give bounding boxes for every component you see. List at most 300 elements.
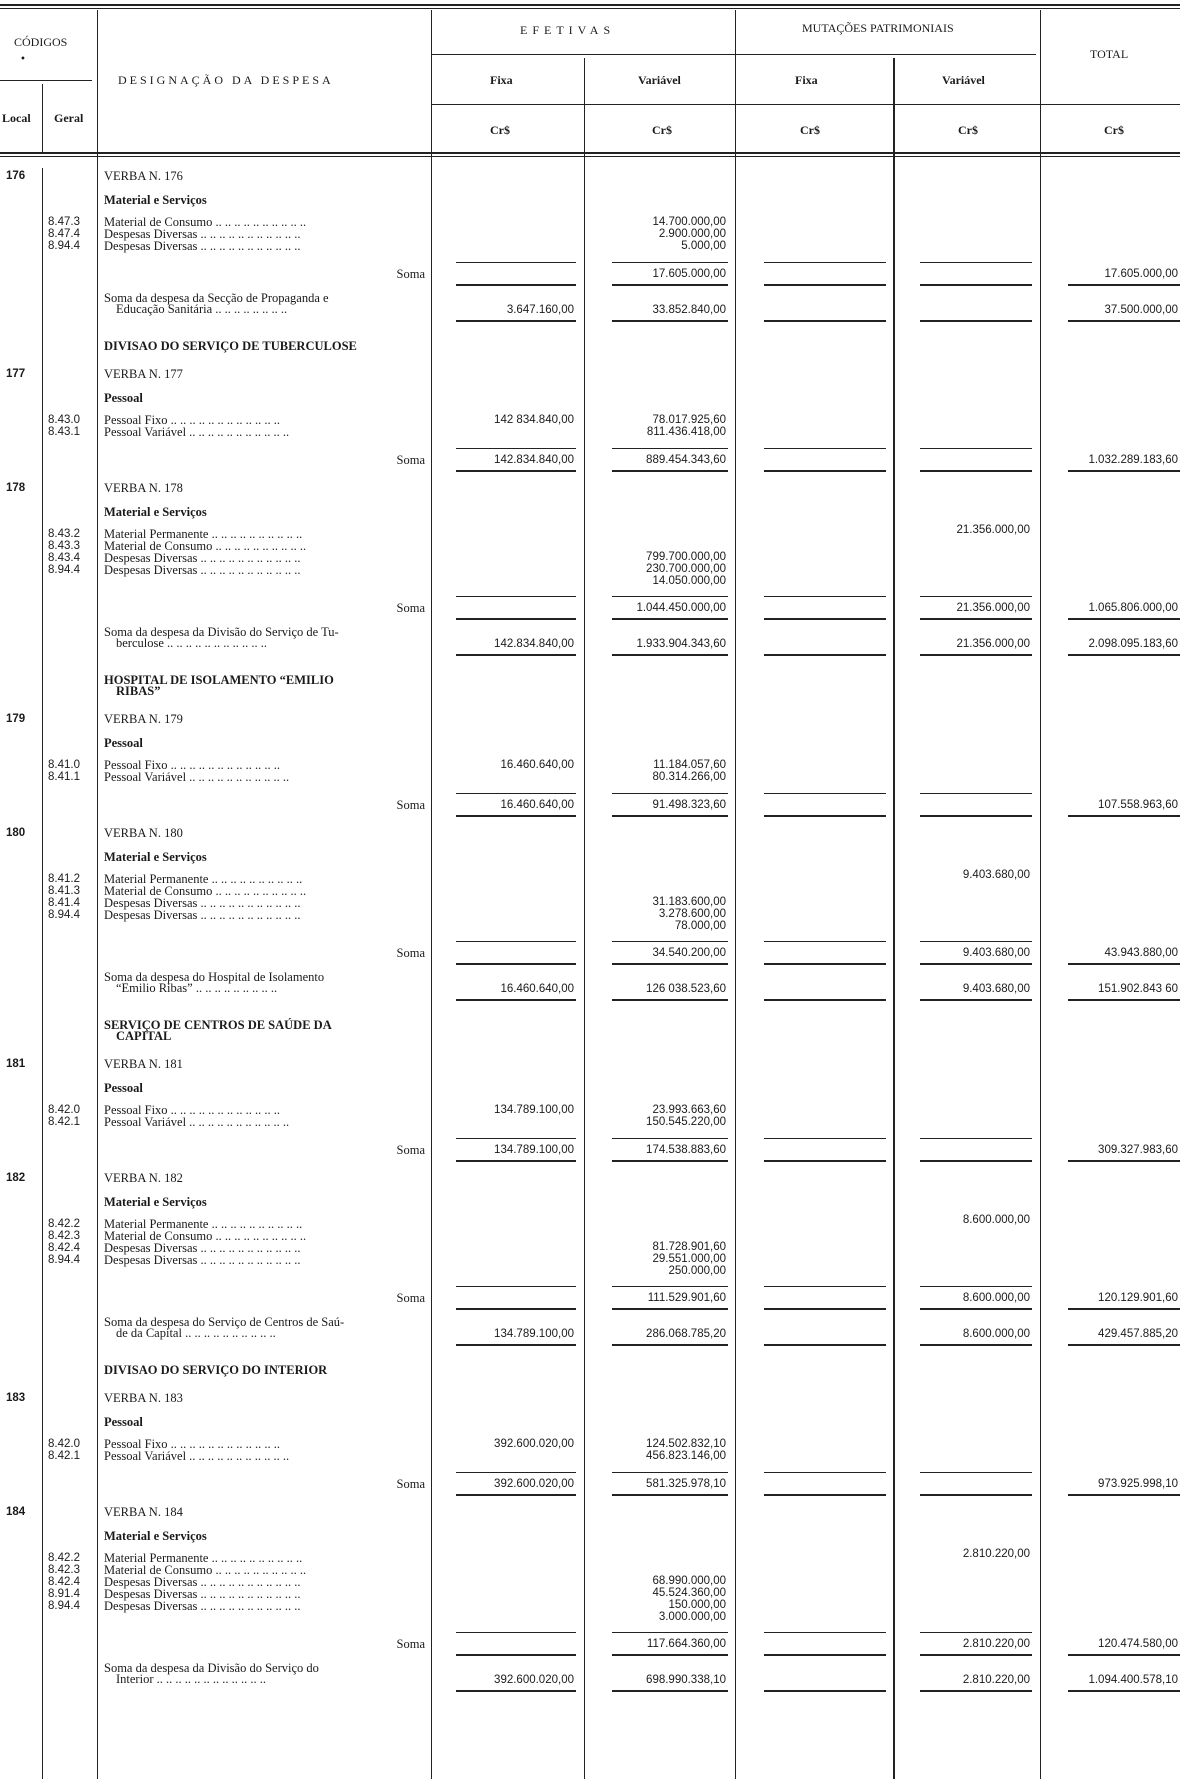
total-soma: 973.925.998,10 [1098, 1478, 1178, 1490]
section-title-cont: RIBAS” [116, 684, 161, 698]
soma-label: Soma [396, 1477, 425, 1491]
total-label: Soma da despesa do Hospital de Isolamento [104, 970, 325, 984]
geral-code: 8.42.0 [48, 1438, 80, 1450]
total-label: Soma da despesa da Secção de Propaganda e [104, 291, 329, 305]
item-label: Despesas Diversas .. .. .. .. .. .. .. .. .. .. .. [104, 239, 301, 253]
ef-var-value: 11.184.057,60 [653, 759, 726, 771]
total-soma: 1.032.289.183,60 [1088, 454, 1178, 466]
local-code: 181 [6, 1058, 26, 1070]
item-label: Material de Consumo .. .. .. .. .. .. .. .. .. .. [104, 539, 307, 553]
ef-var-soma: 1.044.450.000,00 [636, 602, 726, 614]
ef-var-value: 81.728.901,60 [652, 1241, 726, 1253]
total-rule-bottom [920, 320, 1032, 322]
header-currency-3: Cr$ [800, 123, 820, 137]
verba-title: VERBA N. 178 [104, 481, 183, 495]
ef-var-soma: 111.529.901,60 [647, 1292, 726, 1304]
ef-var-value: 124.502.832,10 [646, 1438, 726, 1450]
mut-var-value: 2.810.220,00 [962, 1548, 1030, 1560]
total-label-cont: de da Capital .. .. .. .. .. .. .. .. .. .. [116, 1326, 276, 1340]
soma-rule-bottom [920, 470, 1032, 472]
soma-rule-top [920, 262, 1032, 263]
soma-rule-bottom [920, 618, 1032, 620]
total-rule-bottom [764, 320, 886, 322]
geral-code: 8.94.4 [48, 240, 80, 252]
soma-rule-bottom [920, 815, 1032, 817]
ef-var-value: 3.000.000,00 [658, 1611, 726, 1623]
soma-rule-bottom [764, 1654, 886, 1656]
soma-rule-bottom [764, 1308, 886, 1310]
ef-var-total: 1.933.904.343,60 [636, 638, 726, 650]
item-label: Pessoal Variável .. .. .. .. .. .. .. .. .. .. .. [104, 425, 290, 439]
ef-fixa-value: 16.460.640,00 [500, 759, 574, 771]
ef-fixa-total: 142.834.840,00 [494, 638, 574, 650]
soma-rule-bottom [1068, 963, 1180, 965]
geral-code: 8.43.1 [48, 426, 80, 438]
soma-rule-top [920, 1286, 1032, 1287]
soma-rule-bottom [456, 1494, 576, 1496]
soma-rule-bottom [612, 963, 728, 965]
section-title: HOSPITAL DE ISOLAMENTO “EMILIO [104, 673, 334, 687]
ef-var-value: 811.436.418,00 [646, 426, 726, 438]
ef-fixa-value: 142 834.840,00 [494, 414, 574, 426]
ef-fixa-soma: 142.834.840,00 [494, 454, 574, 466]
ef-var-value: 45.524.360,00 [652, 1587, 726, 1599]
item-label: Despesas Diversas .. .. .. .. .. .. .. .. .. .. .. [104, 1587, 301, 1601]
total-rule-bottom [612, 320, 728, 322]
soma-rule-bottom [1068, 1494, 1180, 1496]
geral-code: 8.41.1 [48, 771, 80, 783]
soma-rule-top [612, 1286, 728, 1287]
header-codigos: CÓDIGOS [14, 35, 68, 49]
geral-code: 8.43.3 [48, 540, 80, 552]
verba-title: VERBA N. 181 [104, 1057, 183, 1071]
ef-var-soma: 889.454.343,60 [646, 454, 726, 466]
soma-rule-top [456, 1138, 576, 1139]
soma-rule-bottom [920, 963, 1032, 965]
header-currency-2: Cr$ [652, 123, 672, 137]
soma-rule-bottom [920, 1160, 1032, 1162]
soma-rule-top [764, 1472, 886, 1473]
header-ef-variavel: Variável [638, 73, 681, 87]
total-rule-bottom [456, 1690, 576, 1692]
total-soma: 309.327.983,60 [1098, 1144, 1178, 1156]
total-rule-bottom [764, 999, 886, 1001]
ef-var-value: 31.183.600,00 [652, 896, 726, 908]
header-efetivas: EFETIVAS [520, 23, 616, 37]
col-line-designacao [431, 10, 432, 1779]
local-code: 176 [6, 170, 26, 182]
col-line-mut-var [1040, 10, 1041, 1779]
soma-rule-bottom [612, 1494, 728, 1496]
geral-code: 8.41.3 [48, 885, 80, 897]
total-label-cont: Educação Sanitária .. .. .. .. .. .. .. .. [116, 302, 288, 316]
total-rule-bottom [1068, 654, 1180, 656]
soma-rule-top [920, 596, 1032, 597]
mut-var-total: 9.403.680,00 [962, 983, 1030, 995]
soma-rule-bottom [456, 284, 576, 286]
subsection-title: Pessoal [104, 1081, 143, 1095]
soma-rule-top [920, 448, 1032, 449]
ef-var-value: 78.000,00 [674, 920, 726, 932]
item-label: Pessoal Fixo .. .. .. .. .. .. .. .. .. .. .. .. [104, 1437, 281, 1451]
ef-var-total: 698.990.338,10 [646, 1674, 726, 1686]
section-title: SERVIÇO DE CENTROS DE SAÚDE DA [104, 1018, 332, 1032]
geral-code: 8.94.4 [48, 1600, 80, 1612]
item-label: Pessoal Fixo .. .. .. .. .. .. .. .. .. .. .. .. [104, 758, 281, 772]
col-line-mut-fixa [893, 58, 895, 1779]
ef-var-value: 80.314.266,00 [652, 771, 726, 783]
subsection-title: Material e Serviços [104, 1195, 207, 1209]
header-ef-fixa: Fixa [490, 73, 513, 87]
soma-rule-top [612, 1472, 728, 1473]
total-soma: 17.605.000,00 [1104, 268, 1178, 280]
soma-rule-bottom [456, 815, 576, 817]
item-label: Pessoal Variável .. .. .. .. .. .. .. .. .. .. .. [104, 1115, 290, 1129]
item-label: Material Permanente .. .. .. .. .. .. .. .. .. .. [104, 1217, 303, 1231]
soma-label: Soma [396, 1637, 425, 1651]
geral-code: 8.47.3 [48, 216, 80, 228]
item-label: Despesas Diversas .. .. .. .. .. .. .. .. .. .. .. [104, 1241, 301, 1255]
local-code: 184 [6, 1506, 26, 1518]
subsection-title: Material e Serviços [104, 193, 207, 207]
header-total: TOTAL [1090, 47, 1129, 61]
ef-fixa-soma: 392.600.020,00 [494, 1478, 574, 1490]
geral-code: 8.43.0 [48, 414, 80, 426]
total-label-cont: berculose .. .. .. .. .. .. .. .. .. .. .. [116, 636, 268, 650]
soma-rule-top [920, 1632, 1032, 1633]
ef-var-value: 5.000,00 [681, 240, 726, 252]
soma-rule-bottom [920, 1494, 1032, 1496]
header-local: Local [2, 111, 31, 125]
geral-code: 8.42.3 [48, 1564, 80, 1576]
geral-code: 8.41.0 [48, 759, 80, 771]
soma-rule-bottom [764, 618, 886, 620]
section-title: DIVISAO DO SERVIÇO DE TUBERCULOSE [104, 339, 357, 353]
soma-rule-top [456, 262, 576, 263]
ef-var-value: 23.993.663,60 [652, 1104, 726, 1116]
total-rule-bottom [920, 999, 1032, 1001]
total-total: 429.457.885,20 [1098, 1328, 1178, 1340]
soma-rule-bottom [1068, 1160, 1180, 1162]
geral-code: 8.42.4 [48, 1576, 80, 1588]
soma-rule-top [612, 1138, 728, 1139]
col-line-ef-fixa [584, 58, 585, 1779]
header-currency-4: Cr$ [958, 123, 978, 137]
soma-rule-top [920, 1472, 1032, 1473]
geral-code: 8.42.3 [48, 1230, 80, 1242]
total-rule-bottom [920, 1344, 1032, 1346]
ef-fixa-soma: 134.789.100,00 [494, 1144, 574, 1156]
header-geral: Geral [54, 111, 84, 125]
total-total: 151.902.843 60 [1098, 983, 1178, 995]
group-rule [432, 54, 1036, 55]
soma-rule-top [456, 596, 576, 597]
soma-label: Soma [396, 601, 425, 615]
soma-rule-bottom [456, 1160, 576, 1162]
soma-rule-top [920, 793, 1032, 794]
soma-rule-top [612, 262, 728, 263]
total-rule-bottom [612, 654, 728, 656]
header-currency-1: Cr$ [490, 123, 510, 137]
item-label: Material de Consumo .. .. .. .. .. .. .. .. .. .. [104, 215, 307, 229]
sub-rule [432, 104, 1180, 105]
subsection-title: Pessoal [104, 736, 143, 750]
item-label: Material de Consumo .. .. .. .. .. .. .. .. .. .. [104, 1563, 307, 1577]
total-soma: 1.065.806.000,00 [1088, 602, 1178, 614]
geral-code: 8.91.4 [48, 1588, 80, 1600]
ef-var-value: 799.700.000,00 [646, 551, 726, 563]
mut-var-soma: 8.600.000,00 [962, 1292, 1030, 1304]
mut-var-soma: 9.403.680,00 [962, 947, 1030, 959]
item-label: Pessoal Variável .. .. .. .. .. .. .. .. .. .. .. [104, 1449, 290, 1463]
ef-var-value: 78.017.925,60 [652, 414, 726, 426]
geral-code: 8.41.4 [48, 897, 80, 909]
col-line-ef-var [735, 10, 736, 1779]
soma-rule-bottom [612, 470, 728, 472]
total-rule-bottom [612, 1344, 728, 1346]
item-label: Despesas Diversas .. .. .. .. .. .. .. .. .. .. .. [104, 551, 301, 565]
soma-rule-top [764, 262, 886, 263]
soma-rule-top [612, 793, 728, 794]
item-label: Despesas Diversas .. .. .. .. .. .. .. .. .. .. .. [104, 1599, 301, 1613]
soma-rule-top [764, 1632, 886, 1633]
soma-rule-bottom [456, 1308, 576, 1310]
total-label: Soma da despesa do Serviço de Centros de Saú- [104, 1315, 345, 1329]
soma-rule-top [764, 1138, 886, 1139]
soma-label: Soma [396, 453, 425, 467]
header-currency-5: Cr$ [1104, 123, 1124, 137]
soma-rule-bottom [1068, 284, 1180, 286]
verba-title: VERBA N. 183 [104, 1391, 183, 1405]
soma-rule-top [456, 941, 576, 942]
verba-title: VERBA N. 182 [104, 1171, 183, 1185]
total-total: 1.094.400.578,10 [1088, 1674, 1178, 1686]
verba-title: VERBA N. 176 [104, 169, 183, 183]
soma-rule-bottom [764, 1160, 886, 1162]
ef-var-value: 150.000,00 [668, 1599, 726, 1611]
item-label: Pessoal Fixo .. .. .. .. .. .. .. .. .. .. .. .. [104, 413, 281, 427]
geral-code: 8.42.1 [48, 1116, 80, 1128]
item-label: Despesas Diversas .. .. .. .. .. .. .. .. .. .. .. [104, 896, 301, 910]
total-rule-bottom [1068, 1690, 1180, 1692]
geral-code: 8.42.4 [48, 1242, 80, 1254]
bullet-mark: • [20, 54, 26, 65]
item-label: Material Permanente .. .. .. .. .. .. .. .. .. .. [104, 872, 303, 886]
mut-var-value: 8.600.000,00 [962, 1214, 1030, 1226]
total-total: 2.098.095.183,60 [1088, 638, 1178, 650]
item-label: Material de Consumo .. .. .. .. .. .. .. .. .. .. [104, 1229, 307, 1243]
local-code: 183 [6, 1392, 26, 1404]
soma-label: Soma [396, 1143, 425, 1157]
soma-rule-bottom [612, 284, 728, 286]
header-designacao: DESIGNAÇÃO DA DESPESA [118, 73, 334, 87]
ef-var-soma: 581.325.978,10 [646, 1478, 726, 1490]
soma-rule-top [764, 596, 886, 597]
ef-var-value: 14.050.000,00 [652, 575, 726, 587]
item-label: Pessoal Variável .. .. .. .. .. .. .. .. .. .. .. [104, 770, 290, 784]
soma-label: Soma [396, 1291, 425, 1305]
ef-fixa-total: 392.600.020,00 [494, 1674, 574, 1686]
total-rule-bottom [612, 999, 728, 1001]
soma-rule-bottom [920, 284, 1032, 286]
soma-rule-bottom [1068, 470, 1180, 472]
ef-var-value: 29.551.000,00 [652, 1253, 726, 1265]
soma-rule-top [612, 941, 728, 942]
top-border [0, 4, 1180, 6]
total-soma: 107.558.963,60 [1098, 799, 1178, 811]
item-label: Despesas Diversas .. .. .. .. .. .. .. .. .. .. .. [104, 1575, 301, 1589]
total-rule-bottom [456, 1344, 576, 1346]
total-rule-bottom [920, 1690, 1032, 1692]
soma-rule-bottom [456, 1654, 576, 1656]
local-code: 178 [6, 482, 26, 494]
ef-var-value: 456.823.146,00 [646, 1450, 726, 1462]
soma-rule-top [456, 1632, 576, 1633]
ef-var-soma: 17.605.000,00 [652, 268, 726, 280]
soma-rule-bottom [920, 1308, 1032, 1310]
mut-var-total: 8.600.000,00 [962, 1328, 1030, 1340]
geral-code: 8.43.4 [48, 552, 80, 564]
soma-rule-bottom [764, 470, 886, 472]
item-label: Material Permanente .. .. .. .. .. .. .. .. .. .. [104, 527, 303, 541]
mut-var-total: 2.810.220,00 [962, 1674, 1030, 1686]
soma-rule-bottom [612, 815, 728, 817]
soma-rule-bottom [920, 1654, 1032, 1656]
soma-rule-bottom [764, 284, 886, 286]
item-label: Material de Consumo .. .. .. .. .. .. .. .. .. .. [104, 884, 307, 898]
soma-rule-bottom [456, 618, 576, 620]
total-rule-bottom [456, 320, 576, 322]
ef-var-value: 230.700.000,00 [646, 563, 726, 575]
geral-code: 8.43.2 [48, 528, 80, 540]
total-rule-bottom [456, 999, 576, 1001]
header-mut-fixa: Fixa [795, 73, 818, 87]
soma-rule-top [612, 1632, 728, 1633]
section-title: DIVISAO DO SERVIÇO DO INTERIOR [104, 1363, 328, 1377]
mut-var-value: 9.403.680,00 [962, 869, 1030, 881]
header-bottom-rule-2 [0, 156, 1180, 157]
mut-var-soma: 21.356.000,00 [956, 602, 1030, 614]
ef-var-value: 2.900.000,00 [658, 228, 726, 240]
col-line-local [42, 168, 43, 1779]
geral-code: 8.94.4 [48, 564, 80, 576]
ef-var-total: 126 038.523,60 [646, 983, 726, 995]
header-bottom-rule [0, 152, 1180, 154]
geral-code: 8.42.1 [48, 1450, 80, 1462]
soma-rule-bottom [612, 1308, 728, 1310]
soma-rule-top [764, 793, 886, 794]
local-code: 177 [6, 368, 26, 380]
ef-var-total: 33.852.840,00 [652, 304, 726, 316]
total-label-cont: “Emilio Ribas” .. .. .. .. .. .. .. .. .. [116, 981, 278, 995]
item-label: Despesas Diversas .. .. .. .. .. .. .. .. .. .. .. [104, 1253, 301, 1267]
total-label-cont: Interior .. .. .. .. .. .. .. .. .. .. .. .. [116, 1672, 266, 1686]
ef-fixa-value: 392.600.020,00 [494, 1438, 574, 1450]
soma-rule-top [456, 448, 576, 449]
soma-rule-bottom [1068, 1308, 1180, 1310]
ef-var-value: 150.545.220,00 [646, 1116, 726, 1128]
soma-rule-top [764, 448, 886, 449]
ef-var-soma: 34.540.200,00 [652, 947, 726, 959]
total-rule-bottom [1068, 1344, 1180, 1346]
soma-rule-bottom [1068, 1654, 1180, 1656]
item-label: Despesas Diversas .. .. .. .. .. .. .. .. .. .. .. [104, 227, 301, 241]
ef-var-total: 286.068.785,20 [646, 1328, 726, 1340]
ef-fixa-soma: 16.460.640,00 [500, 799, 574, 811]
col-line-local-head [42, 84, 43, 154]
total-rule-bottom [764, 1690, 886, 1692]
soma-rule-bottom [456, 963, 576, 965]
soma-rule-bottom [764, 815, 886, 817]
header-mutacoes: MUTAÇÕES PATRIMONIAIS [802, 21, 954, 35]
total-label: Soma da despesa da Divisão do Serviço do [104, 1661, 319, 1675]
top-border-inner [0, 8, 1180, 9]
subsection-title: Material e Serviços [104, 1529, 207, 1543]
total-rule-bottom [920, 654, 1032, 656]
soma-rule-bottom [764, 1494, 886, 1496]
ef-var-value: 3.278.600,00 [658, 908, 726, 920]
soma-rule-top [920, 1138, 1032, 1139]
verba-title: VERBA N. 177 [104, 367, 183, 381]
total-soma: 43.943.880,00 [1104, 947, 1178, 959]
soma-rule-bottom [1068, 815, 1180, 817]
soma-rule-top [456, 1472, 576, 1473]
ef-var-value: 68.990.000,00 [652, 1575, 726, 1587]
soma-rule-top [612, 448, 728, 449]
total-soma: 120.474.580,00 [1098, 1638, 1178, 1650]
item-label: Pessoal Fixo .. .. .. .. .. .. .. .. .. .. .. .. [104, 1103, 281, 1117]
total-rule-bottom [456, 654, 576, 656]
mut-var-total: 21.356.000,00 [956, 638, 1030, 650]
total-rule-bottom [764, 654, 886, 656]
local-code: 179 [6, 713, 26, 725]
total-rule-bottom [1068, 320, 1180, 322]
soma-rule-top [456, 793, 576, 794]
geral-code: 8.94.4 [48, 909, 80, 921]
ef-fixa-total: 16.460.640,00 [500, 983, 574, 995]
subsection-title: Material e Serviços [104, 850, 207, 864]
geral-code: 8.94.4 [48, 1254, 80, 1266]
ef-fixa-total: 134.789.100,00 [494, 1328, 574, 1340]
verba-title: VERBA N. 179 [104, 712, 183, 726]
geral-code: 8.47.4 [48, 228, 80, 240]
local-code: 180 [6, 827, 26, 839]
section-title-cont: CAPITAL [116, 1029, 172, 1043]
ef-fixa-value: 134.789.100,00 [494, 1104, 574, 1116]
ef-var-value: 250.000,00 [668, 1265, 726, 1277]
ef-var-soma: 91.498.323,60 [652, 799, 726, 811]
total-soma: 120.129.901,60 [1098, 1292, 1178, 1304]
verba-title: VERBA N. 184 [104, 1505, 183, 1519]
subsection-title: Pessoal [104, 391, 143, 405]
soma-rule-top [764, 941, 886, 942]
ef-var-soma: 117.664.360,00 [646, 1638, 726, 1650]
soma-label: Soma [396, 946, 425, 960]
codigos-rule [0, 80, 92, 81]
soma-label: Soma [396, 798, 425, 812]
geral-code: 8.41.2 [48, 873, 80, 885]
geral-code: 8.42.2 [48, 1218, 80, 1230]
geral-code: 8.42.2 [48, 1552, 80, 1564]
soma-label: Soma [396, 267, 425, 281]
total-total: 37.500.000,00 [1104, 304, 1178, 316]
ef-fixa-total: 3.647.160,00 [506, 304, 574, 316]
soma-rule-bottom [612, 1654, 728, 1656]
soma-rule-top [612, 596, 728, 597]
total-rule-bottom [1068, 999, 1180, 1001]
ef-var-value: 14.700.000,00 [652, 216, 726, 228]
subsection-title: Material e Serviços [104, 505, 207, 519]
